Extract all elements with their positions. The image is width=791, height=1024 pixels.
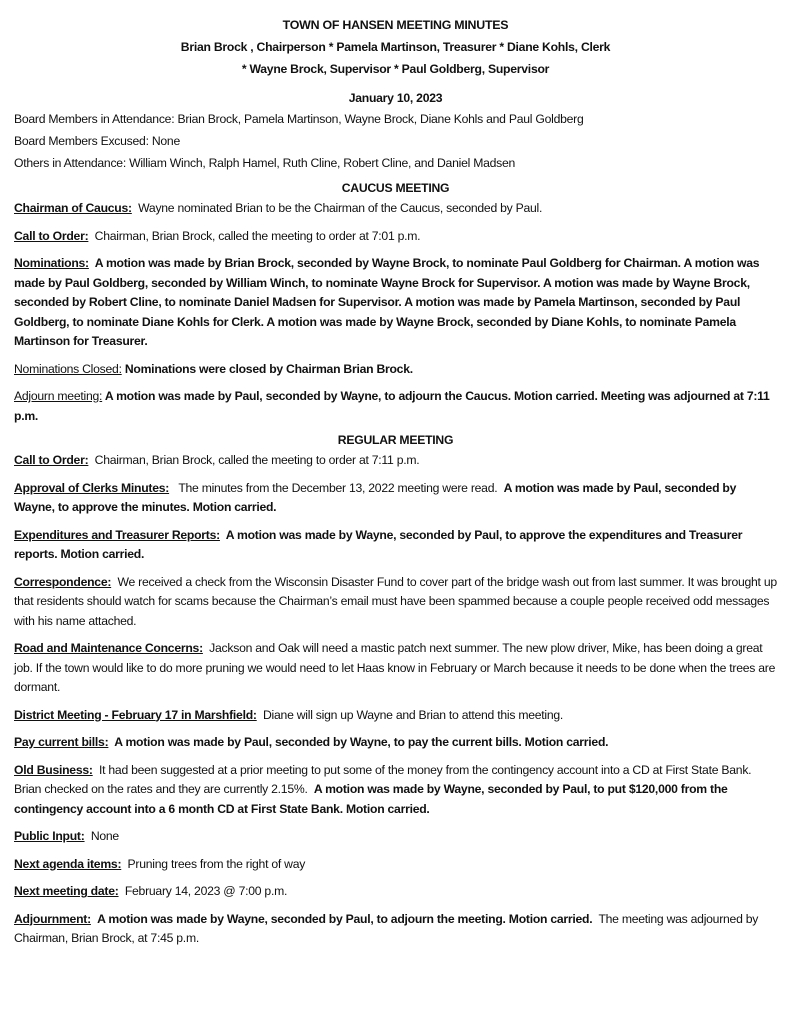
caucus-chairman-item xyxy=(14,199,777,219)
item-text: A motion was made by Wayne, seconded by Paul, to approve the expenditures and Treasurer reports. Motion carried. xyxy=(14,527,743,561)
attendance-excused: Board Members Excused: None xyxy=(14,134,180,148)
caucus-heading: CAUCUS MEETING xyxy=(341,181,450,195)
item-text: Diane will sign up Wayne and Brian to attend this meeting. xyxy=(263,707,564,722)
item-text: It had been suggested at a prior meeting to put some of the money from the contingency account into a CD at First State Bank. Brian checked on the rates and they are currently 2.15%. xyxy=(14,762,752,796)
item-label: Pay current bills: xyxy=(14,735,109,749)
attendance-present: Board Members in Attendance: Brian Brock, Pamela Martinson, Wayne Brock, Diane Kohls and Paul Goldberg xyxy=(14,112,584,126)
item-text: Jackson and Oak will need a mastic patch next summer. The new plow driver, Mike, has been doing a great job. If the town would like to do more pruning we would need to let Haas know in February or March because it needs to be done when the trees are dormant. xyxy=(14,641,776,694)
old-business-item xyxy=(14,761,777,820)
correspondence-item xyxy=(14,573,777,632)
next-meeting-item xyxy=(14,882,777,902)
adjournment-item xyxy=(14,910,777,949)
item-label: Chairman of Caucus: xyxy=(14,201,132,215)
public-input-item xyxy=(14,827,777,847)
pay-bills-item xyxy=(14,733,777,753)
item-label: Old Business: xyxy=(14,762,93,777)
item-motion: A motion was made by Wayne, seconded by Paul, to put $120,000 from the contingency account into a 6 month CD at First State Bank. Motion carried. xyxy=(14,782,728,816)
item-label: Public Input: xyxy=(14,829,85,843)
attendance-others: Others in Attendance: William Winch, Ralph Hamel, Ruth Cline, Robert Cline, and Daniel Madsen xyxy=(14,156,516,170)
item-text: A motion was made by Paul, seconded by Wayne, to pay the current bills. Motion carried. xyxy=(114,735,609,749)
item-label: Adjournment: xyxy=(14,911,91,926)
item-text: We received a check from the Wisconsin Disaster Fund to cover part of the bridge wash out from last summer. It was brought up that residents should watch for scams because the Chairman’s email must have been spammed because a couple people received odd messages with his name attached. xyxy=(14,574,777,628)
item-text: Chairman, Brian Brock, called the meeting to order at 7:11 p.m. xyxy=(94,453,420,467)
item-text: Pruning trees from the right of way xyxy=(127,856,306,871)
item-label: Expenditures and Treasurer Reports: xyxy=(14,527,220,542)
item-label: Call to Order: xyxy=(14,453,89,467)
item-text: The meeting was adjourned by Chairman, Brian Brock, at 7:45 p.m. xyxy=(14,911,759,945)
item-text: A motion was made by Brian Brock, seconded by Wayne Brock, to nominate Paul Goldberg for Chairman. A motion was made by Paul Goldberg, seconded by William Winch, to nominate Wayne Brock for Supervisor. A motion was made by Wayne Brock, seconded by Robert Cline, to nominate Daniel Madsen for Supervisor. A motion was made by Pamela Martinson, seconded by Paul Goldberg, to nominate Diane Kohls for Clerk. A motion was made by Wayne Brock, seconded by Diane Kohls, to nominate Pamela Martinson for Treasurer. xyxy=(14,256,760,348)
caucus-call-to-order-item xyxy=(14,227,777,247)
regular-call-to-order-item xyxy=(14,451,777,471)
item-motion: A motion was made by Wayne, seconded by Paul, to adjourn the meeting. Motion carried. xyxy=(97,911,593,926)
item-text: Wayne nominated Brian to be the Chairman of the Caucus, seconded by Paul. xyxy=(138,201,543,215)
expenditures-item xyxy=(14,526,777,565)
meeting-date: January 10, 2023 xyxy=(348,91,443,105)
item-text: Nominations were closed by Chairman Brian Brock. xyxy=(124,361,413,376)
item-label: Road and Maintenance Concerns: xyxy=(14,641,203,655)
approval-minutes-item xyxy=(14,479,777,518)
item-label: Nominations Closed: xyxy=(14,361,122,376)
document-title: TOWN OF HANSEN MEETING MINUTES xyxy=(282,18,509,32)
road-maintenance-item xyxy=(14,639,777,698)
item-label: Call to Order: xyxy=(14,228,89,243)
caucus-nominations-item xyxy=(14,254,777,352)
item-label: Approval of Clerks Minutes: xyxy=(14,480,170,495)
officers-line-1: Brian Brock , Chairperson * Pamela Martinson, Treasurer * Diane Kohls, Clerk xyxy=(180,40,611,54)
item-label: Next agenda items: xyxy=(14,856,122,871)
district-meeting-item xyxy=(14,706,777,726)
item-text: A motion was made by Paul, seconded by Wayne, to adjourn the Caucus. Motion carried. Meeting was adjourned at 7:11 p.m. xyxy=(14,389,770,423)
item-label: Correspondence: xyxy=(14,574,112,589)
item-label: Next meeting date: xyxy=(14,884,119,898)
item-label: Nominations: xyxy=(14,256,89,270)
item-text: February 14, 2023 @ 7:00 p.m. xyxy=(124,884,288,898)
item-text: None xyxy=(90,829,119,843)
next-agenda-item xyxy=(14,855,777,875)
item-motion: A motion was made by Paul, seconded by Wayne, to approve the minutes. Motion carried. xyxy=(14,480,737,514)
caucus-adjourn-item xyxy=(14,387,777,426)
caucus-nominations-closed-item xyxy=(14,360,777,380)
item-label: Adjourn meeting: xyxy=(14,389,103,403)
item-text: The minutes from the December 13, 2022 meeting were read. xyxy=(178,480,498,495)
item-text: Chairman, Brian Brock, called the meeting to order at 7:01 p.m. xyxy=(94,228,421,243)
officers-line-2: * Wayne Brock, Supervisor * Paul Goldberg, Supervisor xyxy=(241,62,550,76)
item-label: District Meeting - February 17 in Marshfield: xyxy=(14,707,257,722)
regular-heading: REGULAR MEETING xyxy=(337,433,454,447)
